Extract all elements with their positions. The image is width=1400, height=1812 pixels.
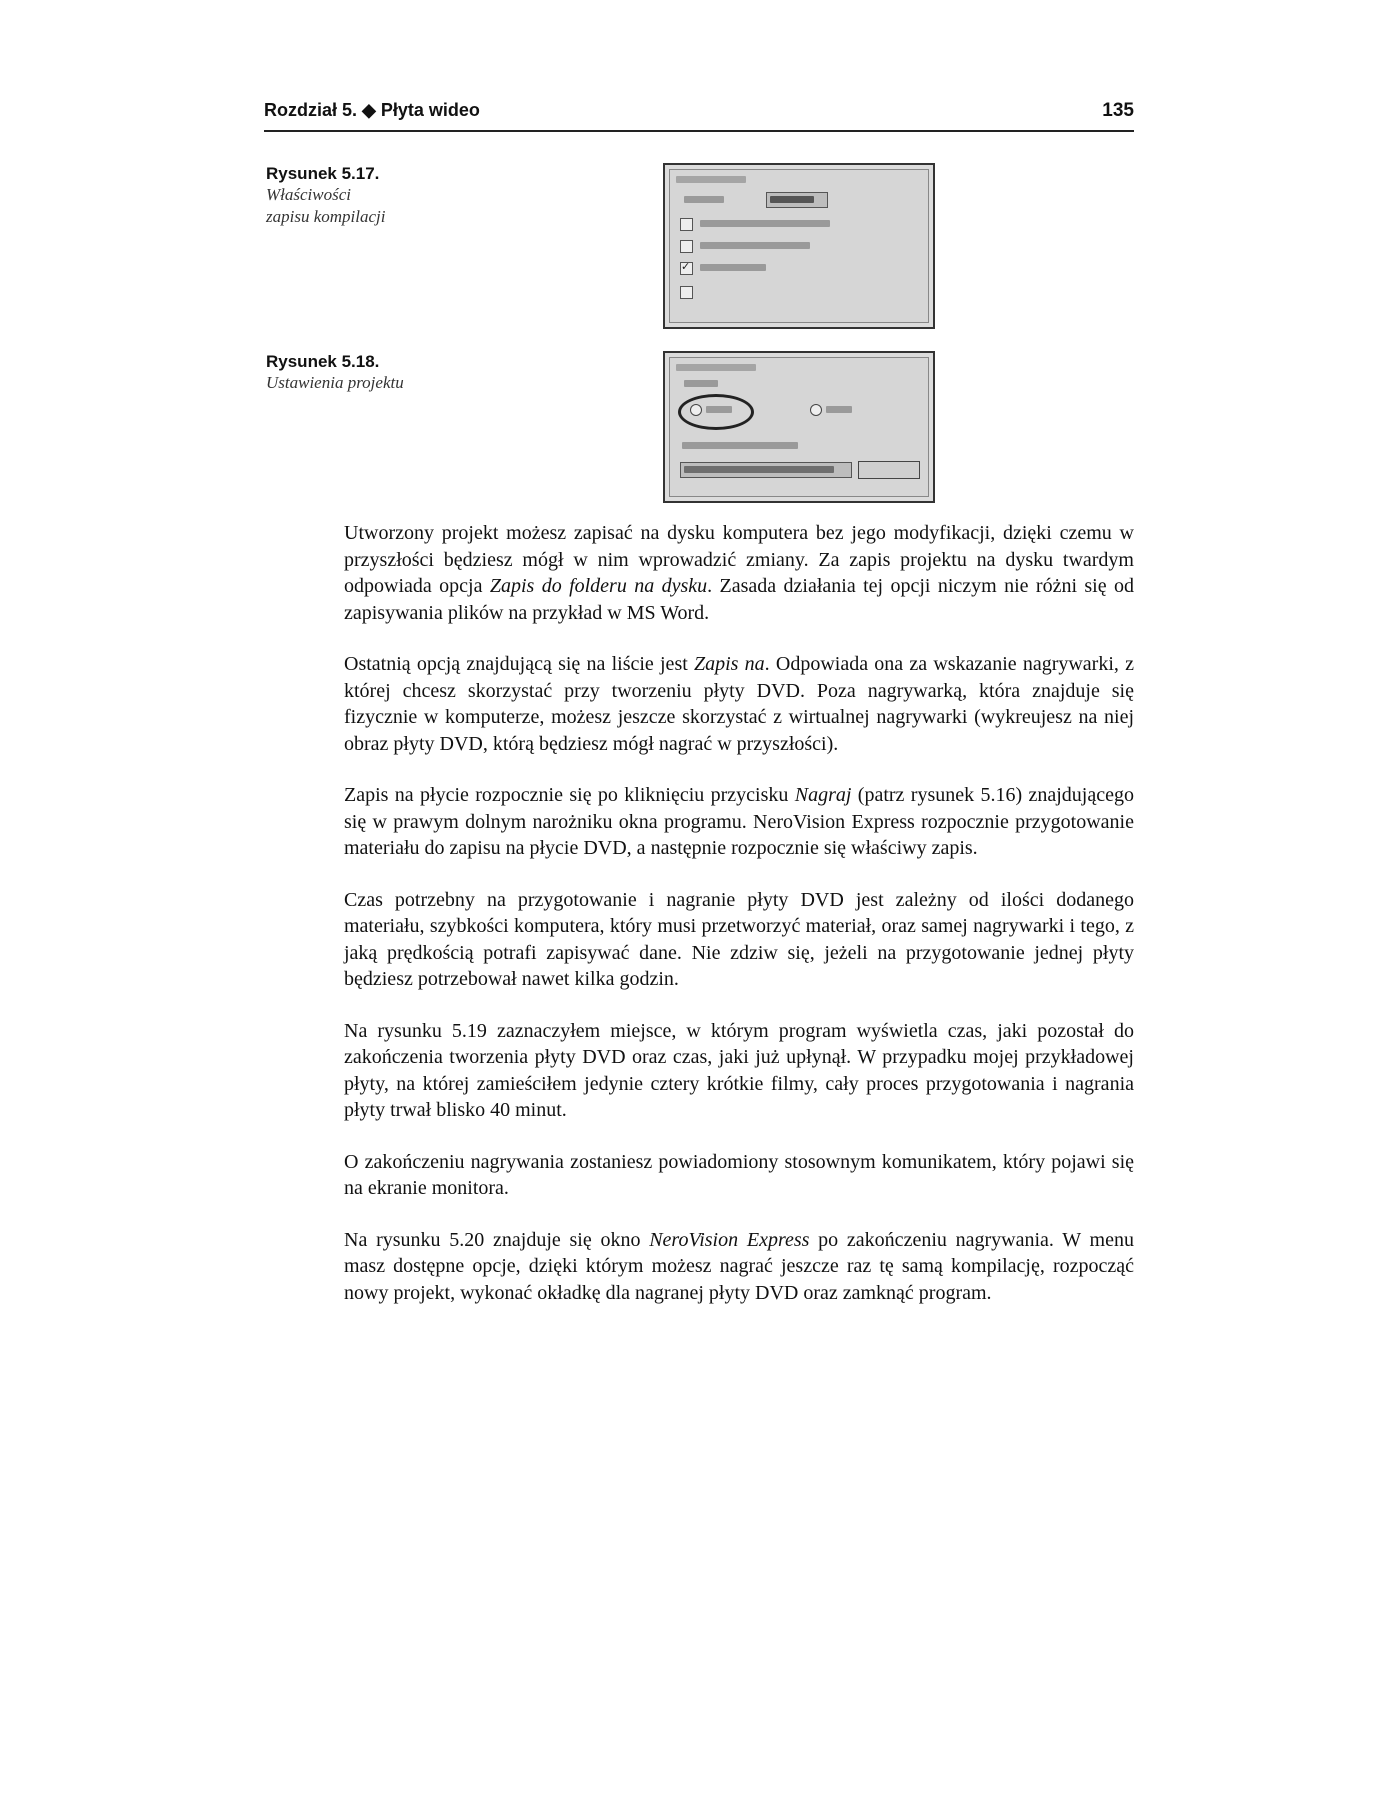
text-run: Zapis na płycie rozpocznie się po kliknięciu przycisku	[344, 784, 795, 806]
paragraph	[344, 651, 1134, 757]
text-run: . Odpowiada ona za wskazanie nagrywarki, z której chcesz skorzystać przy tworzeniu płyty DVD. Poza nagrywarką, która znajduje się fizycznie w komputerze, możesz jeszcze skorzystać z wirtualnej nagrywarki (wykreujesz na niej obraz płyty DVD, którą będziesz mógł nagrać w przyszłości).	[344, 653, 1134, 755]
figure-caption-line: zapisu kompilacji	[266, 207, 386, 226]
radio-button	[810, 404, 822, 416]
body-text	[344, 520, 1134, 1331]
checkbox	[680, 240, 693, 253]
italic-term: Zapis do folderu na dysku	[489, 575, 708, 597]
dialog-panel: ✓	[669, 169, 929, 323]
chapter-title: Rozdział 5. ◆ Płyta wideo	[264, 100, 480, 120]
text-run: Utworzony projekt możesz zapisać na dysku komputera bez jego modyfikacji, dzięki czemu w przyszłości będziesz mógł w nim wprowadzić zmiany. Za zapis projektu na dysku twardym odpowiada opcja	[344, 522, 1134, 597]
checkbox	[680, 286, 693, 299]
paragraph	[344, 1018, 1134, 1124]
paragraph	[344, 887, 1134, 993]
paragraph	[344, 520, 1134, 626]
checkbox	[680, 218, 693, 231]
page-number: 135	[1102, 100, 1134, 121]
figure-caption-line: Właściwości	[266, 185, 351, 204]
italic-term: NeroVision Express	[649, 1228, 810, 1251]
figure-5-18-label	[266, 352, 404, 394]
figure-5-17-screenshot	[663, 163, 935, 329]
paragraph	[344, 1149, 1134, 1202]
text-run: Czas potrzebny na przygotowanie i nagranie płyty DVD jest zależny od ilości dodanego materiału, szybkości komputera, który musi przetworzyć materiał, oraz samej nagrywarki i tego, z jaką prędkością potrafi zapisywać dane. Nie zdziw się, jeżeli na przygotowanie jednej płyty będziesz potrzebował nawet kilka godzin.	[344, 888, 1134, 990]
italic-term: Zapis na	[694, 653, 765, 675]
figure-caption-line: Ustawienia projektu	[266, 373, 404, 392]
italic-term: Nagraj	[794, 784, 852, 806]
text-run: Na rysunku 5.19 zaznaczyłem miejsce, w którym program wyświetla czas, jaki pozostał do zakończenia tworzenia płyty DVD oraz czas, jaki już upłynął. W przypadku mojej przykładowej płyty, na której zamieściłem jedynie cztery krótkie filmy, cały proces przygotowania i nagrania płyty trwał blisko 40 minut.	[344, 1019, 1134, 1121]
figure-5-17-label	[266, 164, 385, 228]
browse-button	[858, 461, 920, 479]
text-run: Ostatnią opcją znajdującą się na liście jest	[344, 653, 694, 675]
text-run: O zakończeniu nagrywania zostaniesz powiadomiony stosownym komunikatem, który pojawi się na ekranie monitora.	[344, 1150, 1134, 1199]
radio-button	[690, 404, 702, 416]
text-run: Na rysunku 5.20 znajduje się okno	[344, 1228, 650, 1251]
figure-number: Rysunek 5.18.	[266, 352, 380, 371]
page-header	[264, 100, 1134, 132]
dialog-panel	[669, 357, 929, 497]
text-run: . Zasada działania tej opcji niczym nie różni się od zapisywania plików na przykład w MS Word.	[344, 575, 1134, 624]
text-run: po zakończeniu nagrywania. W menu masz dostępne opcje, dzięki którym możesz nagrać jeszcze raz tę samą kompilację, rozpocząć nowy projekt, wykonać okładkę dla nagranej płyty DVD oraz zamknąć program.	[344, 1228, 1134, 1304]
text-run: (patrz rysunek 5.16) znajdującego się w prawym dolnym narożniku okna programu. NeroVision Express rozpocznie przygotowanie materiału do zapisu na płycie DVD, a następnie rozpocznie się właściwy zapis.	[344, 784, 1134, 859]
figure-5-18-screenshot	[663, 351, 935, 503]
figure-number: Rysunek 5.17.	[266, 164, 380, 183]
paragraph	[344, 1227, 1134, 1307]
paragraph	[344, 782, 1134, 862]
